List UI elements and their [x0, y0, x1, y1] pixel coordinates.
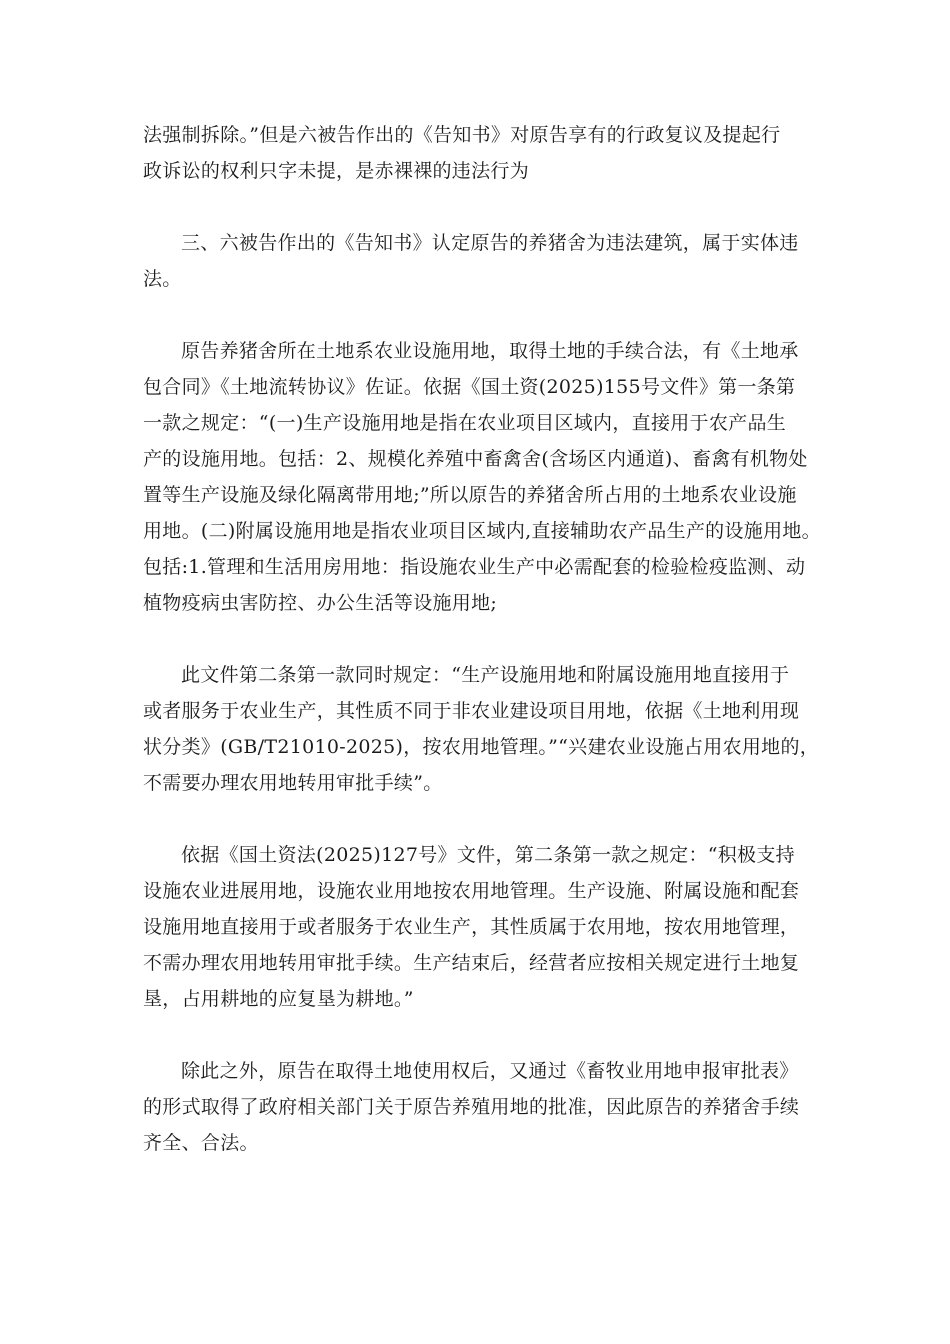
text-line: 政诉讼的权利只字未提，是赤裸裸的违法行为 — [143, 160, 530, 182]
text-line: 除此之外，原告在取得土地使用权后，又通过《畜牧业用地申报审批表》 — [181, 1060, 799, 1082]
text-line: 一款之规定：“(一)生产设施用地是指在农业项目区域内，直接用于农产品生 — [143, 412, 787, 434]
text-line: 设施用地直接用于或者服务于农业生产，其性质属于农用地，按农用地管理， — [143, 916, 800, 938]
text-line: 设施农业进展用地，设施农业用地按农用地管理。生产设施、附属设施和配套 — [143, 880, 800, 902]
paragraph-6 — [143, 1053, 823, 1161]
text-line: 用地。(二)附属设施用地是指农业项目区域内,直接辅助农产品生产的设施用地。 — [143, 520, 821, 542]
text-line: 不需办理农用地转用审批手续。生产结束后，经营者应按相关规定进行土地复 — [143, 952, 800, 974]
paragraph-2 — [143, 225, 823, 297]
text-line: 原告养猪舍所在土地系农业设施用地，取得土地的手续合法，有《土地承 — [181, 340, 799, 362]
text-line: 依据《国土资法(2025)127号》文件，第二条第一款之规定：“积极支持 — [181, 844, 795, 866]
paragraph-4 — [143, 657, 823, 801]
text-line: 包合同》《土地流转协议》佐证。依据《国土资(2025)155号文件》第一条第 — [143, 376, 796, 398]
text-line: 状分类》(GB/T21010-2025)，按农用地管理。”“兴建农业设施占用农用地的， — [143, 736, 820, 758]
text-line: 置等生产设施及绿化隔离带用地;”所以原告的养猪舍所占用的土地系农业设施 — [143, 484, 797, 506]
text-line: 产的设施用地。包括：2、规模化养殖中畜禽舍(含场区内通道)、畜禽有机物处 — [143, 448, 808, 470]
text-line: 植物疫病虫害防控、办公生活等设施用地; — [143, 592, 498, 614]
paragraph-5 — [143, 837, 823, 1017]
text-line: 三、六被告作出的《告知书》认定原告的养猪舍为违法建筑，属于实体违 — [181, 232, 799, 254]
text-line: 齐全、合法。 — [143, 1132, 259, 1154]
paragraph-1 — [143, 117, 823, 189]
text-line: 垦，占用耕地的应复垦为耕地。” — [143, 988, 414, 1010]
text-line: 此文件第二条第一款同时规定：“生产设施用地和附属设施用地直接用于 — [181, 664, 790, 686]
text-line: 或者服务于农业生产，其性质不同于非农业建设项目用地，依据《土地利用现 — [143, 700, 800, 722]
text-line: 包括:1.管理和生活用房用地：指设施农业生产中必需配套的检验检疫监测、动 — [143, 556, 806, 578]
paragraph-3 — [143, 333, 823, 621]
text-line: 法强制拆除。”但是六被告作出的《告知书》对原告享有的行政复议及提起行 — [143, 124, 781, 146]
text-line: 不需要办理农用地转用审批手续”。 — [143, 772, 443, 794]
text-line: 法。 — [143, 268, 182, 290]
text-line: 的形式取得了政府相关部门关于原告养殖用地的批准，因此原告的养猪舍手续 — [143, 1096, 800, 1118]
